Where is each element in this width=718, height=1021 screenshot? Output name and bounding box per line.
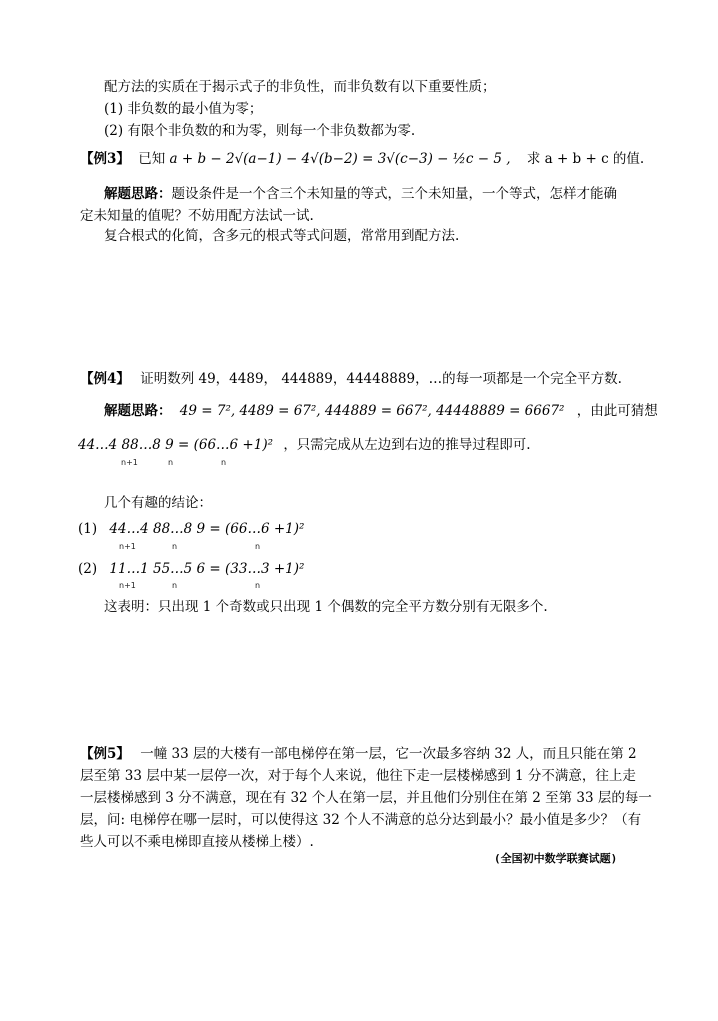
ex4-conj-tail: ，只需完成从左边到右边的推导过程即可. xyxy=(283,437,531,453)
ex4-statement-line xyxy=(80,370,622,388)
ex4-conj-sub-n1: n+1 xyxy=(121,458,138,467)
intro-line-3: (2) 有限个非负数的和为零，则每一个非负数都为零. xyxy=(104,123,416,139)
ex4-conj-sub-n-2: n xyxy=(221,458,227,467)
ex3-question: 求 a + b + c 的值. xyxy=(526,151,645,167)
ex4-conjecture xyxy=(78,436,531,454)
ex4-fun1-num: (1) xyxy=(78,521,98,537)
ex4-hint-label: 解题思路： xyxy=(104,403,172,419)
ex4-fun1-sub-n: n xyxy=(172,542,178,551)
ex4-hint-tail: ，由此可猜想 xyxy=(576,403,658,419)
ex4-fun2 xyxy=(78,560,304,578)
ex4-conj-eq: 44…4 88…8 9 = (66…6 +1)² xyxy=(78,437,274,453)
ex5-line1: 一幢 33 层的大楼有一部电梯停在第一层，它一次最多容纳 32 人，而且只能在第 2 xyxy=(140,746,637,762)
ex3-note: 复合根式的化简，含多元的根式等式问题，常常用到配方法. xyxy=(104,228,460,244)
ex4-fun-title: 几个有趣的结论： xyxy=(104,495,212,511)
ex3-statement xyxy=(80,150,644,168)
ex3-hint xyxy=(104,185,617,203)
ex4-fun1 xyxy=(78,520,304,538)
ex4-fun2-sub-n-2: n xyxy=(255,581,261,590)
ex5-line-3: 一层楼梯感到 3 分不满意，现在有 32 个人在第一层，并且他们分别住在第 2 至第 33 层的每一 xyxy=(80,790,652,806)
ex4-fun2-sub-n1: n+1 xyxy=(119,581,136,590)
ex3-equation: a + b − 2√(a−1) − 4√(b−2) = 3√(c−3) − ½c − 5 , xyxy=(169,151,511,167)
ex3-hint-line2: 定未知量的值呢？不妨用配方法试一试. xyxy=(80,208,314,224)
ex4-fun2-eq: 11…1 55…5 6 = (33…3 +1)² xyxy=(109,561,305,577)
intro-line-2: (1) 非负数的最小值为零； xyxy=(104,101,263,117)
ex4-conj-sub-n: n xyxy=(168,458,174,467)
ex5-label: 【例5】 xyxy=(80,746,130,762)
ex5-line-4: 层，问: 电梯停在哪一层时，可以使得这 32 个人不满意的总分达到最小？最小值是多少？（有 xyxy=(80,812,642,828)
ex5-line-2: 层至第 33 层中某一层停一次，对于每个人来说，他往下走一层楼梯感到 1 分不满意，往上走 xyxy=(80,768,636,784)
ex5-source: (全国初中数学联赛试题) xyxy=(494,852,618,865)
ex4-label: 【例4】 xyxy=(80,371,130,387)
ex4-hint-eq: 49 = 7², 4489 = 67², 444889 = 667², 44448889 = 6667² xyxy=(179,403,565,419)
ex3-hint-line1: 题设条件是一个含三个未知量的等式，三个未知量，一个等式，怎样才能确 xyxy=(171,186,617,202)
ex4-fun2-num: (2) xyxy=(78,561,98,577)
ex5-line-1 xyxy=(80,745,637,763)
ex4-hint xyxy=(104,402,658,420)
ex4-fun1-sub-n-2: n xyxy=(255,542,261,551)
ex3-label: 【例3】 xyxy=(80,151,130,167)
ex4-fun1-sub-n1: n+1 xyxy=(119,542,136,551)
intro-line-1: 配方法的实质在于揭示式子的非负性，而非负数有以下重要性质； xyxy=(104,79,496,95)
ex4-statement: 证明数列 49，4489， 444889，44448889，…的每一项都是一个完全平方数. xyxy=(140,371,622,387)
ex5-line-5: 些人可以不乘电梯即直接从楼梯上楼）. xyxy=(80,834,314,850)
ex4-conclusion: 这表明：只出现 1 个奇数或只出现 1 个偶数的完全平方数分别有无限多个. xyxy=(104,599,548,615)
ex4-fun1-eq: 44…4 88…8 9 = (66…6 +1)² xyxy=(109,521,305,537)
ex4-fun2-sub-n: n xyxy=(172,581,178,590)
ex3-prefix: 已知 xyxy=(138,151,166,167)
ex3-hint-label: 解题思路： xyxy=(104,186,172,202)
